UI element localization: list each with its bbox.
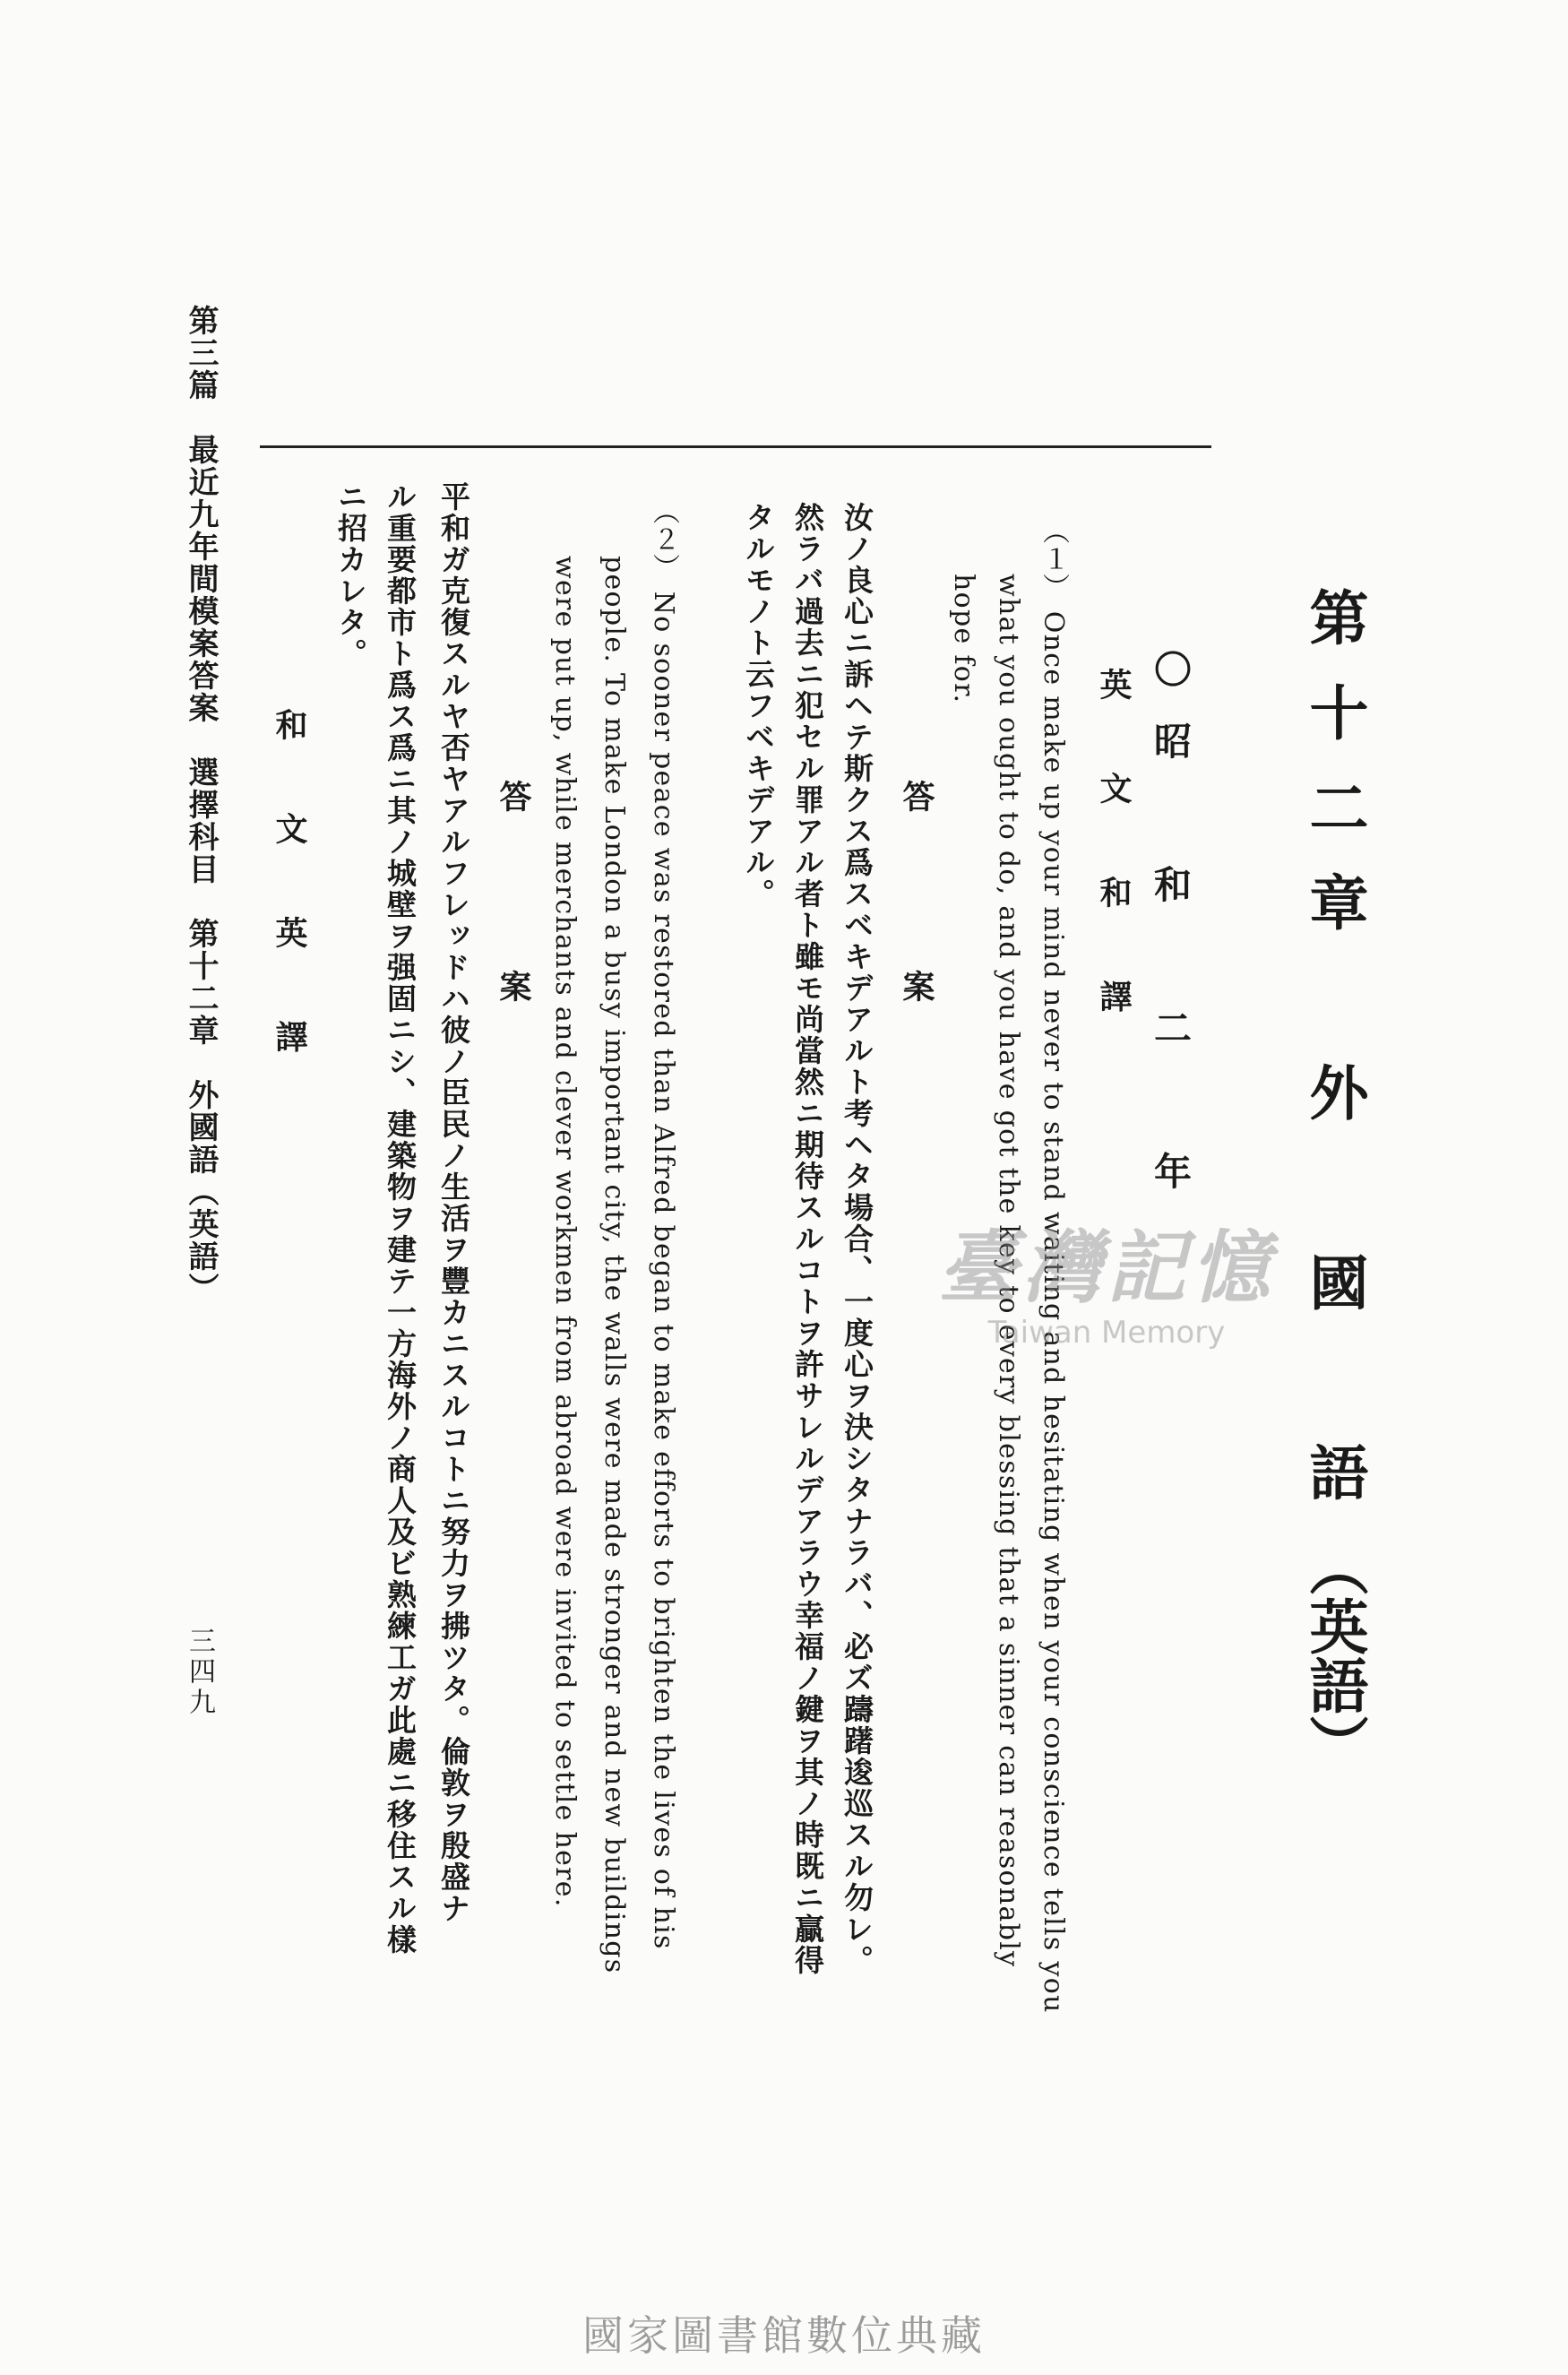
answer1-line3: タルモノト云フベキデアル。 bbox=[741, 502, 776, 910]
part1-heading: 英 文 和 譯 bbox=[1095, 668, 1133, 1032]
answer1-line2: 然ラバ過去ニ犯セル罪アル者ト雖モ尚當然ニ期待スルコトヲ許サレルデアラウ幸福ノ鍵ヲ其ノ時既ニ贏得 bbox=[790, 502, 825, 1976]
watermark-cn: 臺灣記憶 bbox=[937, 1221, 1275, 1314]
page-number: 三四九 bbox=[184, 1627, 215, 1718]
part2-heading: 和 文 英 譯 bbox=[271, 708, 308, 1072]
chapter-title-subject: （英語） bbox=[1299, 1537, 1368, 1774]
year-heading: 〇昭 和 二 年 bbox=[1149, 650, 1193, 1223]
question2-line2: people. To make London a busy important city, the walls were made stronger and new buildings bbox=[599, 556, 630, 1974]
answer2-line3: ニ招カレタ。 bbox=[333, 481, 368, 669]
answer2-line1: 平和ガ克復スルヤ否ヤアルフレッドハ彼ノ臣民ノ生活ヲ豐カニスルコトニ努力ヲ拂ツタ。倫敦ヲ殷盛ナ bbox=[436, 481, 471, 1924]
question2-line1: （２） No sooner peace was restored than Alfred began to make efforts to brighten the lives of his bbox=[648, 497, 679, 1950]
answer2-label: 答 案 bbox=[495, 780, 532, 1065]
answer2-line2: ル重要都市ト爲ス爲ニ其ノ城壁ヲ强固ニシ、建築物ヲ建テ一方海外ノ商人及ビ熟練工ガ此處ニ移住スル樣 bbox=[383, 481, 418, 1956]
header-rule bbox=[260, 445, 1211, 448]
question1-line3: hope for. bbox=[948, 574, 979, 704]
question1-line2: what you ought to do, and you have got the key to every blessing that a sinner can reasonably bbox=[993, 574, 1024, 1968]
watermark-en: Taiwan Memory bbox=[987, 1315, 1226, 1351]
chapter-title bbox=[1299, 587, 1368, 1774]
answer1-line1: 汝ノ良心ニ訴ヘテ斯クス爲スベキデアルト考ヘタ場合、一度心ヲ決シタナラバ、必ズ躊躇逡巡スル勿レ。 bbox=[840, 502, 874, 1976]
taiwan-memory-watermark bbox=[918, 1205, 1295, 1349]
running-head: 第三篇 最近九年間模案答案 選擇科目 第十二章 外國語（英語） bbox=[183, 305, 219, 1305]
question2-line3: were put up, while merchants and clever workmen from abroad were invited to settle here. bbox=[549, 556, 581, 1908]
question1-line1: （１） Once make up your mind never to stand waiting and hesitating when your conscience tells you bbox=[1038, 517, 1069, 2014]
library-mark: 國家圖書館數位典藏 bbox=[582, 2311, 986, 2360]
answer1-label: 答 案 bbox=[898, 780, 935, 1065]
chapter-title-main: 第十二章 外 國 語 bbox=[1299, 587, 1368, 1537]
